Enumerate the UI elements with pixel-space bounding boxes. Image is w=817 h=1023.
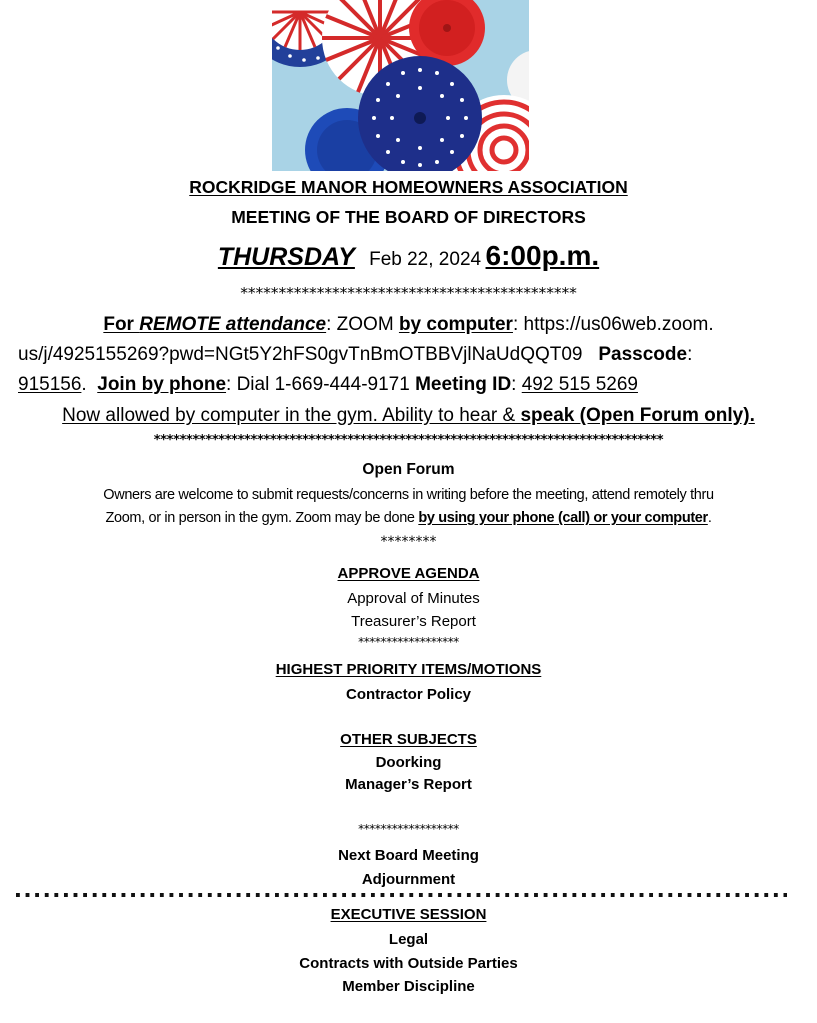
remote-line-1 [0, 314, 817, 336]
remote-attendance-label: REMOTE attendance [139, 314, 327, 335]
executive-item: Contracts with Outside Parties [299, 955, 518, 972]
dial-text: : Dial 1-669-444-9171 [226, 374, 416, 395]
passcode-colon: : [687, 344, 693, 365]
by-computer-label: by computer [398, 314, 513, 335]
agenda-item: Approval of Minutes [347, 590, 480, 607]
meeting-id-value: 492 515 5269 [521, 374, 638, 395]
patriotic-paper-fans-image [272, 0, 529, 171]
star-divider: ******************************************** [240, 284, 577, 302]
approve-agenda-title: APPROVE AGENDA [337, 565, 480, 582]
zoom-url-part-1[interactable]: : https://us06web.zoom. [512, 314, 714, 335]
gym-notice [0, 405, 817, 427]
gym-notice-text: Now allowed by computer in the gym. Ability to hear & [62, 405, 521, 426]
agenda-star-divider: ****************** [358, 635, 459, 649]
hero-image [272, 0, 529, 171]
meeting-date: Feb 22, 2024 [369, 249, 482, 270]
association-name: ROCKRIDGE MANOR HOMEOWNERS ASSOCIATION [189, 177, 628, 197]
open-forum-line-1: Owners are welcome to submit requests/concerns in writing before the meeting, attend remotely thru [103, 487, 714, 503]
meeting-id-label: Meeting ID [415, 374, 512, 395]
meeting-id-colon: : [511, 374, 522, 395]
zoom-text: : ZOOM [326, 314, 399, 335]
adjournment: Adjournment [361, 871, 456, 888]
dotted-separator [16, 893, 787, 897]
meeting-day: THURSDAY [217, 243, 355, 271]
other-subject-item: Doorking [375, 754, 442, 771]
open-forum-zoom-methods: by using your phone (call) or your computer [418, 510, 708, 526]
other-subjects-star-divider: ****************** [358, 822, 459, 836]
priority-item: Contractor Policy [345, 686, 472, 703]
open-forum-line-2-start: Zoom, or in person in the gym. Zoom may be done [105, 510, 419, 526]
open-forum-line-2-end: . [707, 510, 712, 526]
next-board-meeting: Next Board Meeting [338, 847, 479, 864]
executive-item: Member Discipline [342, 978, 475, 995]
long-star-divider: ******************************************************************************* [153, 433, 664, 448]
join-by-phone-label: Join by phone [97, 374, 227, 395]
executive-item: Legal [388, 931, 429, 948]
remote-line-2 [18, 344, 808, 366]
remote-line-3 [18, 374, 808, 396]
for-label: For REMOTE attendance [103, 314, 327, 335]
zoom-url-part-2[interactable]: us/j/4925155269?pwd=NGt5Y2hFS0gvTnBmOTBBVjlNaUdQQT09 [18, 344, 583, 365]
open-forum-title: Open Forum [362, 461, 455, 478]
speak-notice: speak (Open Forum only). [520, 405, 755, 426]
agenda-item: Treasurer’s Report [351, 613, 476, 630]
passcode-label: Passcode [598, 344, 688, 365]
meeting-time: 6:00p.m. [485, 240, 600, 271]
other-subject-item: Manager’s Report [345, 776, 472, 793]
other-subjects-title: OTHER SUBJECTS [340, 731, 477, 748]
meeting-datetime [0, 240, 817, 272]
open-forum-line-2 [0, 510, 817, 526]
executive-session-title: EXECUTIVE SESSION [330, 906, 487, 923]
association-title [0, 177, 817, 198]
highest-priority-title: HIGHEST PRIORITY ITEMS/MOTIONS [275, 661, 542, 678]
short-star-divider: ******** [380, 534, 437, 550]
passcode-period: . [81, 374, 87, 395]
meeting-title: MEETING OF THE BOARD OF DIRECTORS [231, 207, 586, 227]
passcode-value: 915156 [18, 374, 82, 395]
